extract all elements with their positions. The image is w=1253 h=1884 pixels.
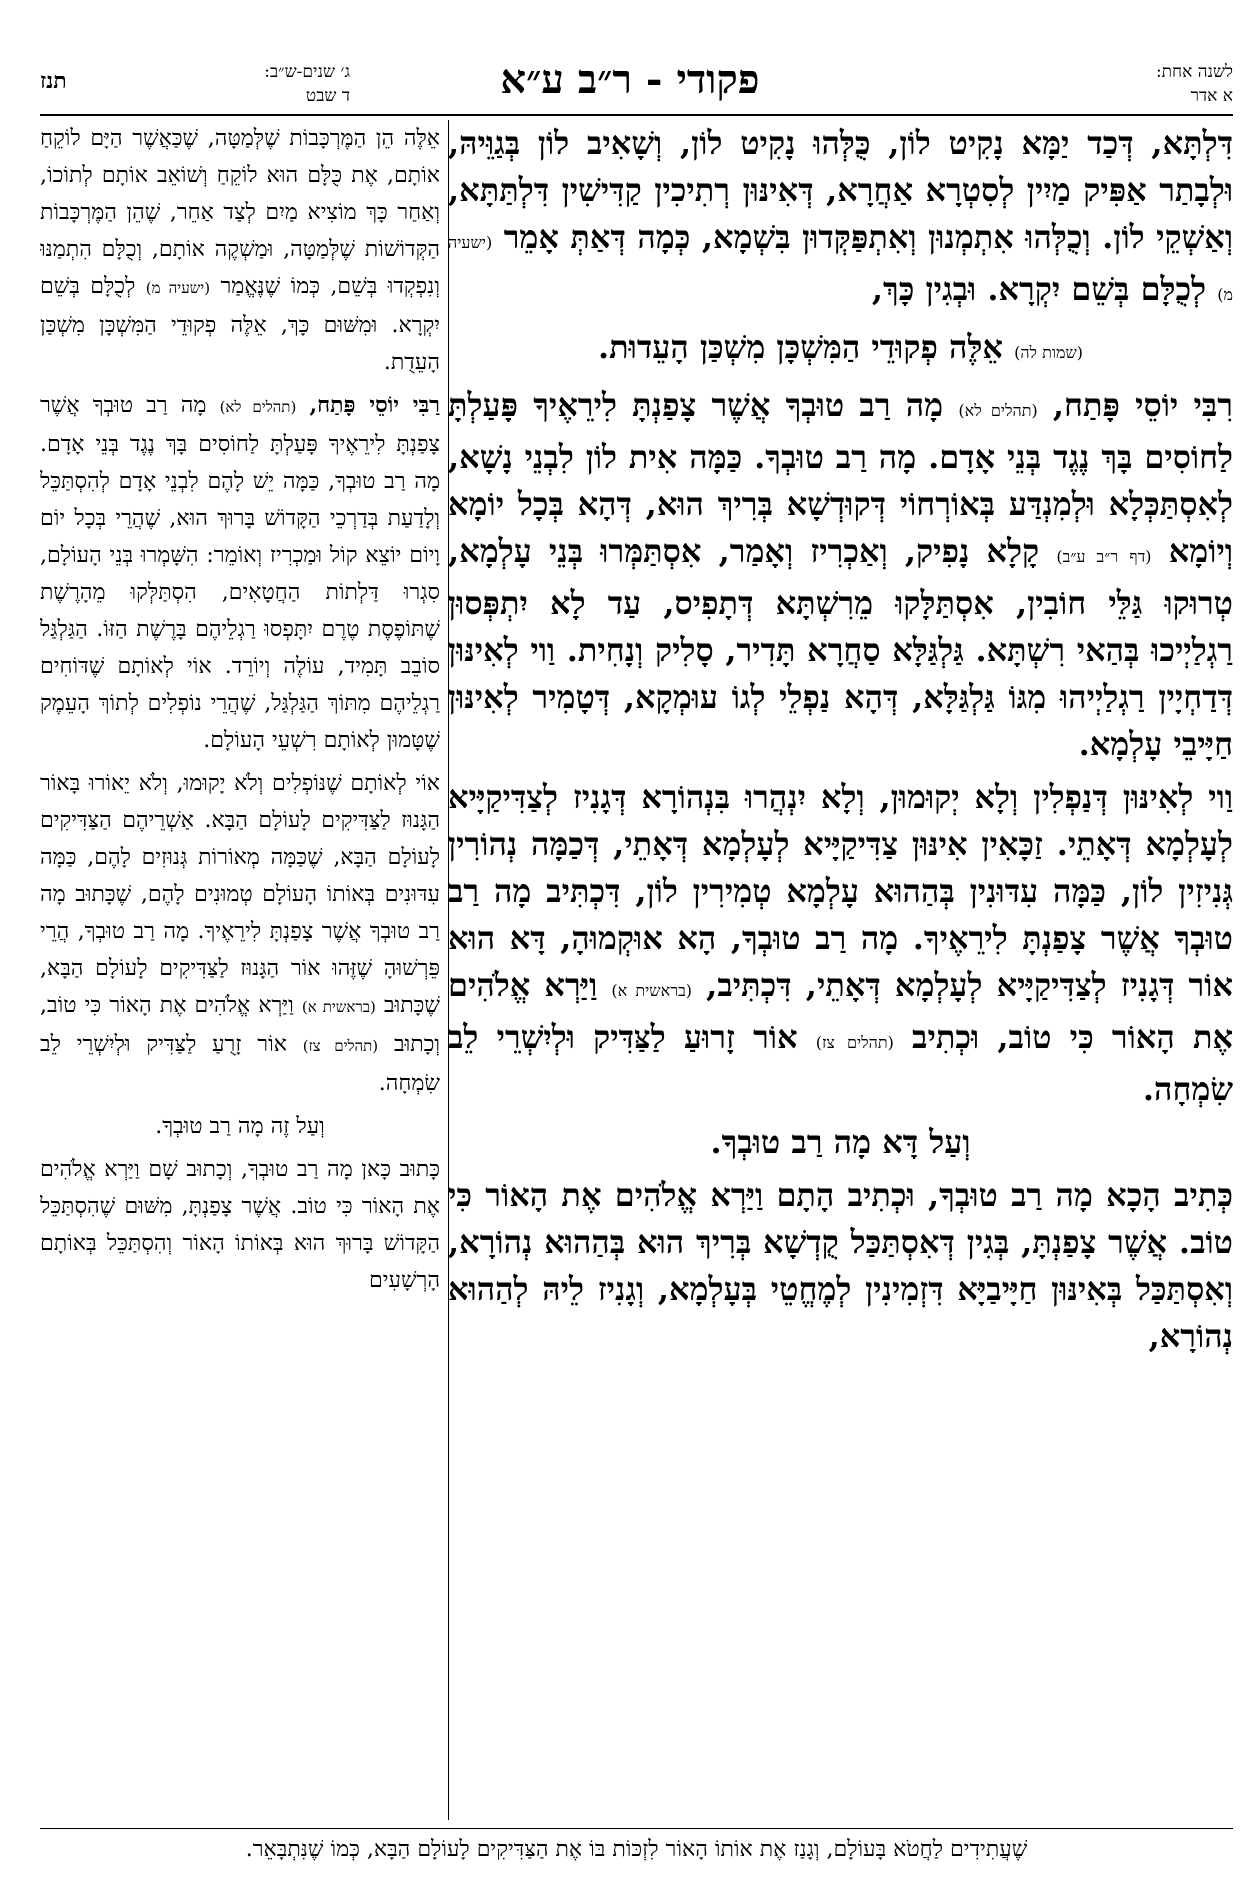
main-p2-end: קָלָא נָפִיק, וְאַכְרִיז וְאָמַר, אִסְתַּמְּרוּ בְּנֵי עָלְמָא, טְרוּקוּ גַּלֵּי חוֹבִין, אִסְתַּלָּקוּ מֵרִשְׁתָּא דְּתָפִיס, עַד לָא יִתְפְּסוּן רַגְלַיְיכוּ בְּהַאי רִשְׁתָּא. גַּלְגַּלָּא סַחֲרָא תָּדִיר, סָלִיק וְנָחִית. וַוי לְאִינּוּן דְּדַחְיָין רַגְלַיְיהוּ מִגּוֹ גַּלְגַּלָּא, דְּהָא נַפְלֵי לְגוֹ עוּמְקָא, דְּטָמִיר לְאִינּוּן חַיָּיבֵי עָלְמָא. <box>448 532 1233 763</box>
header-right-line1: לשנה אחת: <box>1155 62 1233 82</box>
main-p2-start: רִבִּי יוֹסֵי פָּתַח, <box>1052 386 1233 424</box>
main-head1-text: אֵלֶּה פְקוּדֵי הַמִּשְׁכָּן מִשְׁכַּן הָעֵדוּת. <box>597 328 1003 366</box>
header-right <box>973 60 1233 120</box>
side-paragraph-4: כָּתוּב כָּאן מָה רַב טוּבְךָ, וְכָתוּב שָׁם וַיַּרְא אֱלֹהִים אֶת הָאוֹר כִּי טוֹב. אֲשֶׁר צָפַנְתָּ, מִשּׁוּם שֶׁהִסְתַּכֵּל הַקָּדוֹשׁ בָּרוּךְ הוּא בְּאוֹתוֹ הָאוֹר וְהִסְתַּכֵּל בְּאוֹתָם הָרְשָׁעִים <box>40 1157 440 1293</box>
main-column <box>448 120 1233 1820</box>
header-left-line2: ד שבט <box>305 86 350 106</box>
side-p1-citation: (ישעיה מ) <box>145 279 211 297</box>
main-p2-citation: (תהלים לא) <box>958 401 1038 420</box>
main-p3-mid: וַיַּרְא אֱלֹהִים אֶת הָאוֹר כִּי טוֹב, וּכְתִיב <box>448 966 1233 1056</box>
side-p1-end: לְכֻלָּם בְּשֵׁם יִקְרָא. וּמִשּׁוּם כָּךְ, אֵלֶּה פְקוּדֵי הַמִּשְׁכָּן מִשְׁכַּן הָעֵדֻת. <box>40 274 440 375</box>
main-heading-1 <box>448 324 1233 376</box>
main-p3-citation-2: (תהלים צז) <box>815 1033 894 1052</box>
side-p3-text: אוֹי לְאוֹתָם שֶׁנּוֹפְלִים וְלֹא יָקוּמוּ, וְלֹא יֵאוֹרוּ בָּאוֹר הַגָּנוּז לַצַּדִּיקִים לָעוֹלָם הַבָּא. אַשְׁרֵיהֶם הַצַּדִּיקִים לָעוֹלָם הַבָּא, שֶׁכַּמָּה מְאוֹרוֹת גְּנוּזִים לָהֶם, כַּמָּה עִדּוּנִים בְּאוֹתוֹ הָעוֹלָם טְמוּנִים לָהֶם, שֶׁכָּתוּב מָה רַב טוּבְךָ אֲשֶׁר צָפַנְתָּ לִירֵאֶיךָ. מָה רַב טוּבְךָ, הֲרֵי פֵּרְשׁוּהָ שֶׁזֶּהוּ אוֹר הַגָּנוּז לַצַּדִּיקִים לָעוֹלָם הַבָּא, שֶׁכָּתוּב <box>40 771 440 1018</box>
side-p1-text: אֵלֶּה הֵן הַמֶּרְכָּבוֹת שֶׁלְּמַטָּה, שֶׁכַּאֲשֶׁר הַיָּם לוֹקֵחַ אוֹתָם, אֶת כֻּלָּם הוּא לוֹקֵחַ וְשׁוֹאֵב אוֹתָם לְתוֹכוֹ, וְאַחַר כָּךְ מוֹצִיא מַיִם לְצַד אַחֵר, שֶׁהֵן הַמֶּרְכָּבוֹת הַקְּדוֹשׁוֹת שֶׁלְּמַטָּה, וּמַשְׁקֶה אוֹתָם, וְכֻלָּם הִתְמַנּוּ וְנִפְקְדוּ בְּשֵׁם, כְּמוֹ שֶׁנֶּאֱמַר <box>40 126 440 299</box>
side-p3-end: אוֹר זָרֻעַ לַצַּדִּיק וּלְיִשְׁרֵי לֵב שִׂמְחָה. <box>40 1032 440 1096</box>
translation-column <box>40 120 440 1820</box>
side-p2-text: מָה רַב טוּבְךָ אֲשֶׁר צָפַנְתָּ לִירֵאֶיךָ פָּעַלְתָּ לַחוֹסִים בָּךְ נֶגֶד בְּנֵי אָדָם. מָה רַב טוּבְךָ, כַּמָּה יֵשׁ לָהֶם לִבְנֵי אָדָם לְהִסְתַּכֵּל וְלָדַעַת בְּדַרְכֵי הַקָּדוֹשׁ בָּרוּךְ הוּא, שֶׁהֲרֵי בְּכָל יוֹם וָיוֹם יוֹצֵא קוֹל וּמַכְרִיז וְאוֹמֵר: הִשָּׁמְרוּ בְּנֵי הָעוֹלָם, סִגְרוּ דַּלְתוֹת הַחֲטָאִים, הִסְתַּלְּקוּ מֵהָרֶשֶׁת שֶׁתּוֹפֶסֶת טֶרֶם יִתָּפְסוּ רַגְלֵיהֶם בָּרֶשֶׁת הַזּוֹ. הַגַּלְגַּל סוֹבֵב תָּמִיד, עוֹלֶה וְיוֹרֵד. אוֹי לְאוֹתָם שֶׁדּוֹחִים רַגְלֵיהֶם מִתּוֹךְ הַגַּלְגַּל, שֶׁהֲרֵי נוֹפְלִים לְתוֹךְ הָעֵמֶק שֶׁטָּמוּן לְאוֹתָם רִשְׁעֵי הָעוֹלָם. <box>40 393 440 753</box>
main-heading-2: וְעַל דָּא מָה רַב טוּבְךָ. <box>710 1123 971 1161</box>
footer-text: שֶׁעֲתִידִים לַחֲטֹא בָּעוֹלָם, וְגָנַז אֶת אוֹתוֹ הָאוֹר לִזְכּוֹת בּוֹ אֶת הַצַּדִּיקִים לָעוֹלָם הַבָּא, כְּמוֹ שֶׁנִּתְבָּאֵר. <box>245 1837 1028 1862</box>
main-p1-end: לְכֻלָּם בְּשֵׁם יִקְרָא. וּבְגִין כָּךְ, <box>871 270 1207 308</box>
page-title: פקודי - ר״ב ע״א <box>500 56 760 103</box>
main-head1-citation: (שמות לה) <box>1014 343 1084 362</box>
side-heading-2: וְעַל זֶה מָה רַב טוּבְךָ. <box>155 1114 325 1139</box>
footer-rule <box>40 1828 1233 1829</box>
main-p3-text: וַוי לְאִינּוּן דְּנַפְלִין וְלָא יְקוּמוּן, וְלָא יִנְהֲרוּ בִּנְהוֹרָא דְּגָנִיז לְצַדִּיקַיָּיא לְעָלְמָא דְּאָתֵי. זַכָּאִין אִינּוּן צַדִּיקַיָּיא לְעָלְמָא דְּאָתֵי, דְּכַמָּה נְהוֹרִין גְּנִיזִין לוֹן, כַּמָּה עִדּוּנִין בְּהַהוּא עָלְמָא טְמִירִין לוֹן, דִּכְתִּיב מָה רַב טוּבְךָ אֲשֶׁר צָפַנְתָּ לִירֵאֶיךָ. מָה רַב טוּבְךָ, הָא אוּקְמוּהָ, דָּא הוּא אוֹר דְּגָנִיז לְצַדִּיקַיָּיא לְעָלְמָא דְּאָתֵי, דִּכְתִּיב, <box>448 778 1233 1004</box>
main-paragraph-4: כְּתִיב הָכָא מָה רַב טוּבְךָ, וּכְתִיב הָתָם וַיַּרְא אֱלֹהִים אֶת הָאוֹר כִּי טוֹב. אֲשֶׁר צָפַנְתָּ, בְּגִין דְּאִסְתַּכַּל קֻדְשָׁא בְּרִיךְ הוּא בְּהַהוּא נְהוֹרָא, וְאִסְתַּכַּל בְּאִינּוּן חַיָּיבַיָּא דִּזְמִינִין לְמֶחֱטֵי בְּעָלְמָא, וְגָנִיז לֵיהּ לְהַהוּא נְהוֹרָא, <box>448 1176 1233 1355</box>
main-p2-citation-2: (דף ר״ב ע״ב) <box>1056 547 1152 566</box>
main-paragraph-3 <box>448 774 1233 1113</box>
main-paragraph-1 <box>448 120 1233 318</box>
side-p3-citation: (בראשית א) <box>301 998 376 1016</box>
side-paragraph-3 <box>40 765 440 1102</box>
main-p1-text: דִּלְתָּא, דְּכַד יַמָּא נָקִיט לוֹן, כֻּלְּהוּ נָקִיט לוֹן, וְשָׁאִיב לוֹן בְּגַוֵּיהּ, וּלְבָתַר אַפִּיק מַיִין לְסִטְרָא אַחֲרָא, דְּאִינּוּן רְתִיכִין קַדִּישִׁין דִּלְתַּתָּא, וְאַשְׁקֵי לוֹן. וְכֻלְּהוּ אִתְמְנוּן וְאִתְפַּקְּדוּן בִּשְׁמָא, כְּמָה דְּאַתְּ אָמֵר <box>448 124 1233 256</box>
header-left-line1: ג׳ שנים-ש״ב: <box>264 62 350 82</box>
side-p2-start: רַבִּי יוֹסֵי פָּתַח, <box>309 392 440 418</box>
page-number: תנז <box>40 68 67 94</box>
main-paragraph-2 <box>448 382 1233 768</box>
main-p1-citation: (ישעיה מ) <box>448 233 1233 304</box>
column-divider <box>448 120 449 1820</box>
side-p3-mid: וַיַּרְא אֱלֹהִים אֶת הָאוֹר כִּי טוֹב, וְכָתוּב <box>40 993 440 1057</box>
header-right-line2: א אדר <box>1190 86 1233 106</box>
main-p3-citation: (בראשית א) <box>611 981 693 1000</box>
side-paragraph-1 <box>40 120 440 381</box>
side-p3-citation-2: (תהלים צז) <box>302 1037 379 1055</box>
header-left <box>120 60 350 120</box>
main-p2-text: מָה רַב טוּבְךָ אֲשֶׁר צָפַנְתָּ לִירֵאֶיךָ פָּעַלְתָּ לַחוֹסִים בָּךְ נֶגֶד בְּנֵי אָדָם. מָה רַב טוּבְךָ. כַּמָּה אִית לוֹן לִבְנֵי נָשָׁא, לְאִסְתַּכְּלָא וּלְמִנְדַּע בְּאוֹרְחוֹי דְּקוּדְשָׁא בְּרִיךְ הוּא, דְּהָא בְּכָל יוֹמָא וְיוֹמָא <box>448 386 1233 570</box>
side-p2-citation: (תהלים לא) <box>219 398 297 416</box>
side-paragraph-2 <box>40 387 440 759</box>
main-p3-end: אוֹר זָרוּעַ לַצַּדִּיק וּלְיִשְׁרֵי לֵב שִׂמְחָה. <box>448 1018 1233 1108</box>
header-rule <box>40 114 1233 116</box>
